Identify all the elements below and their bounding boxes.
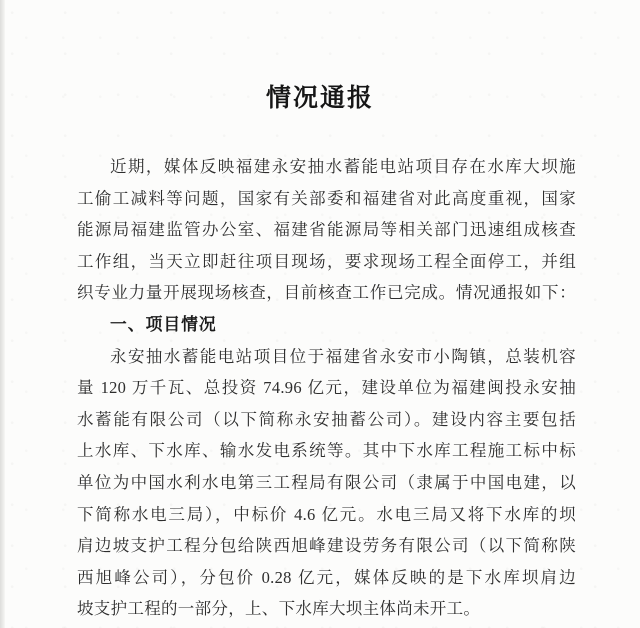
document-body xyxy=(77,151,576,625)
body-line: 工偷工减料等问题，国家有关部委和福建省对此高度重视，国家 xyxy=(77,188,576,208)
section-heading: 一、项目情况 xyxy=(110,314,217,334)
body-line: 量 120 万千瓦、总投资 74.96 亿元，建设单位为福建闽投永安抽 xyxy=(77,378,576,398)
body-line: 永安抽水蓄能电站项目位于福建省永安市小陶镇，总装机容 xyxy=(110,346,576,366)
body-line: 西旭峰公司），分包价 0.28 亿元，媒体反映的是下水库坝肩边 xyxy=(77,567,576,587)
body-line: 下简称水电三局），中标价 4.6 亿元。水电三局又将下水库的坝 xyxy=(77,504,576,524)
body-line: 坡支护工程的一部分，上、下水库大坝主体尚未开工。 xyxy=(77,599,481,619)
body-line: 近期，媒体反映福建永安抽水蓄能电站项目存在水库大坝施 xyxy=(110,157,576,176)
body-line: 水蓄能有限公司（以下简称永安抽蓄公司）。建设内容主要包括 xyxy=(77,409,576,429)
body-line: 上水库、下水库、输水发电系统等。其中下水库工程施工标中标 xyxy=(77,441,576,461)
body-line: 工作组，当天立即赶往项目现场，要求现场工程全面停工，并组 xyxy=(77,251,576,271)
body-line: 肩边坡支护工程分包给陕西旭峰建设劳务有限公司（以下简称陕 xyxy=(77,536,576,556)
page-left-edge xyxy=(0,0,5,628)
body-line: 能源局福建监管办公室、福建省能源局等相关部门迅速组成核查 xyxy=(77,220,576,240)
body-line: 织专业力量开展现场核查，目前核查工作已完成。情况通报如下： xyxy=(77,283,576,303)
body-line: 单位为中国水利水电第三工程局有限公司（隶属于中国电建，以 xyxy=(77,472,576,492)
document-title: 情况通报 xyxy=(265,85,374,112)
